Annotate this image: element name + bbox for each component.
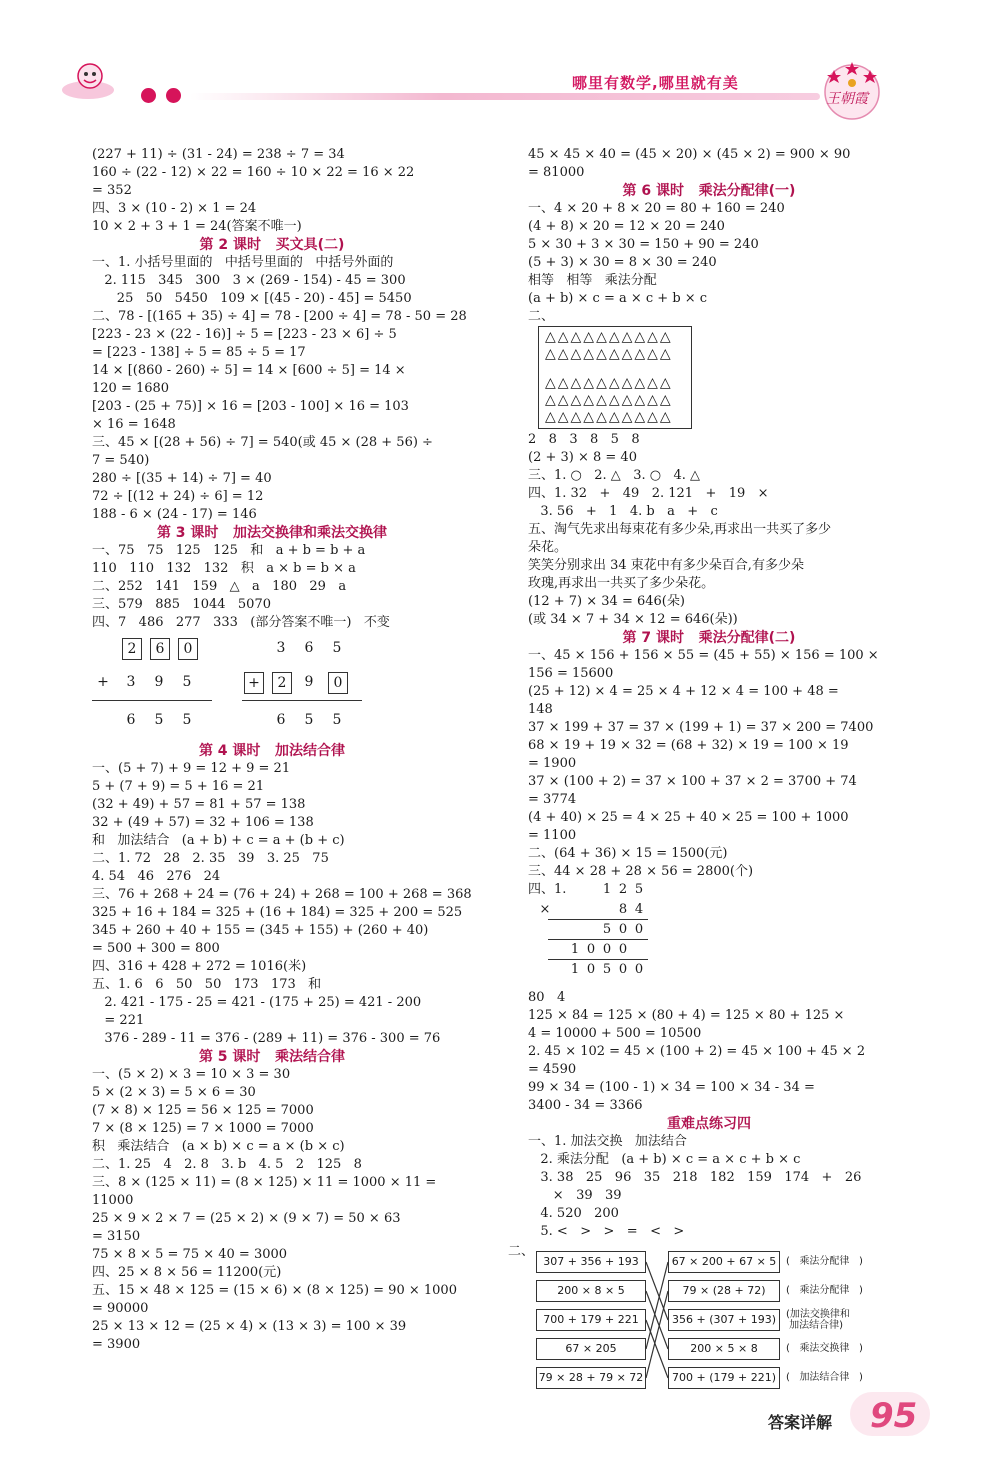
triangle-row: △△△△△△△△△△ xyxy=(545,409,673,425)
addend-digit: 9 xyxy=(304,674,314,690)
matching-line xyxy=(646,1291,668,1349)
left-line: × 16 = 1648 xyxy=(92,417,176,432)
addend-digit: 9 xyxy=(154,674,164,690)
page-header xyxy=(0,0,1000,130)
left-line: 三、579 885 1044 5070 xyxy=(92,597,271,612)
left-line: 7 × (8 × 125) = 7 × 1000 = 7000 xyxy=(92,1121,314,1136)
product-digit: 1 xyxy=(570,962,580,977)
right-answer-column xyxy=(508,146,890,1399)
left-line: 二、252 141 159 △ a 180 29 a xyxy=(92,579,347,594)
footer-label: 答案详解 xyxy=(768,1413,833,1432)
left-line: = 3900 xyxy=(92,1337,141,1352)
left-line: 2. 421 - 175 - 25 = 421 - (175 + 25) = 421 - 200 xyxy=(92,995,422,1010)
triangle-group-gap xyxy=(545,363,685,375)
addend-digit: 6 xyxy=(304,640,314,656)
right-c-line: = 4590 xyxy=(528,1062,577,1077)
right-b-line: 五、淘气先求出每束花有多少朵,再求出一共买了多少 xyxy=(528,522,832,537)
lesson-title: 第 3 课时 加法交换律和乘法交换律 xyxy=(156,525,388,541)
sum-digit: 5 xyxy=(304,712,314,728)
left-line: 二、1. 72 28 2. 35 39 3. 25 75 xyxy=(92,851,329,866)
sum-digit: 6 xyxy=(276,712,286,728)
triangle-row: △△△△△△△△△△ xyxy=(545,392,673,408)
left-line: 325 + 16 + 184 = 325 + (16 + 184) = 325 + 200 = 525 xyxy=(92,905,463,920)
right-c-line: 125 × 84 = 125 × (80 + 4) = 125 × 80 + 125 × xyxy=(528,1008,845,1023)
product-digit: 0 xyxy=(618,962,628,977)
multiplication-label: 四、1. xyxy=(528,882,567,897)
matching-law-label: ( 加法结合律 ) xyxy=(786,1372,863,1383)
right-a-line: 相等 相等 乘法分配 xyxy=(528,273,657,288)
right-a-line: (a + b) × c = a × c + b × c xyxy=(528,291,708,306)
header-slogan: 哪里有数学,哪里就有美 xyxy=(572,74,739,92)
right-b-line: 37 × (100 + 2) = 37 × 100 + 37 × 2 = 3700 + 74 xyxy=(528,774,857,789)
left-line: 四、7 486 277 333 (部分答案不唯一) 不变 xyxy=(92,615,390,630)
multiplication-rule xyxy=(548,919,648,920)
right-b-line: 148 xyxy=(528,702,553,717)
left-line: 2. 115 345 300 3 × (269 - 154) - 45 = 300 xyxy=(92,273,406,288)
left-line: 10 × 2 + 3 + 1 = 24(答案不唯一) xyxy=(92,219,302,234)
right-b-line: = 3774 xyxy=(528,792,577,807)
right-c-line: 2. 45 × 102 = 45 × (100 + 2) = 45 × 100 + 45 × 2 xyxy=(528,1044,866,1059)
matching-left-expression: 200 × 8 × 5 xyxy=(536,1280,646,1302)
sum-digit: 5 xyxy=(332,712,342,728)
matching-law-label: (加法交换律和 加法结合律) xyxy=(786,1309,850,1331)
decoration-dot xyxy=(166,88,181,103)
header-band xyxy=(190,93,820,100)
left-line: = 352 xyxy=(92,183,132,198)
product-digit: 0 xyxy=(634,962,644,977)
product-digit: 2 xyxy=(618,882,628,897)
lesson-title: 第 7 课时 乘法分配律(二) xyxy=(622,630,796,646)
left-line: 四、316 + 428 + 272 = 1016(米) xyxy=(92,959,307,974)
matching-left-expression: 700 + 179 + 221 xyxy=(536,1309,646,1331)
product-digit: 5 xyxy=(602,962,612,977)
left-line: 积 乘法结合 (a × b) × c = a × (b × c) xyxy=(92,1139,345,1154)
addend-digit: 0 xyxy=(328,672,348,694)
right-b-line: 3. 56 + 1 4. b a + c xyxy=(528,504,718,519)
left-line: 三、45 × [(28 + 56) ÷ 7] = 540(或 45 × (28 + 56) ÷ xyxy=(92,435,433,450)
product-digit: 1 xyxy=(602,882,612,897)
left-line: 四、25 × 8 × 56 = 11200(元) xyxy=(92,1265,282,1280)
left-line: 二、78 - [(165 + 35) ÷ 4] = 78 - [200 ÷ 4] = 78 - 50 = 28 xyxy=(92,309,467,324)
right-b-line: 四、1. 32 + 49 2. 121 + 19 × xyxy=(528,486,769,501)
left-line: 75 × 8 × 5 = 75 × 40 = 3000 xyxy=(92,1247,288,1262)
triangle-count-row: 2 8 3 8 5 8 xyxy=(528,432,640,447)
lesson-title: 第 4 课时 加法结合律 xyxy=(198,743,346,759)
matching-label: 二、 xyxy=(508,1244,535,1259)
triangle-row: △△△△△△△△△△ xyxy=(545,329,673,345)
left-line: 二、1. 25 4 2. 8 3. b 4. 5 2 125 8 xyxy=(92,1157,362,1172)
page-number: 95 xyxy=(870,1396,918,1436)
left-line: 五、15 × 48 × 125 = (15 × 6) × (8 × 125) = 90 × 1000 xyxy=(92,1283,457,1298)
left-line: = 90000 xyxy=(92,1301,149,1316)
left-line: 一、75 75 125 125 和 a + b = b + a xyxy=(92,543,366,558)
left-line: (7 × 8) × 125 = 56 × 125 = 7000 xyxy=(92,1103,314,1118)
right-b-line: 37 × 199 + 37 = 37 × (199 + 1) = 37 × 200 = 7400 xyxy=(528,720,874,735)
decoration-dot xyxy=(141,88,156,103)
addend-digit: 2 xyxy=(272,672,292,694)
left-line: 5 + (7 + 9) = 5 + 16 = 21 xyxy=(92,779,265,794)
matching-law-label: ( 乘法分配律 ) xyxy=(786,1285,863,1296)
triangle-grid xyxy=(538,326,692,429)
right-section-a xyxy=(528,146,890,308)
times-sign: × xyxy=(539,902,551,917)
product-digit: 0 xyxy=(586,942,596,957)
left-line: 25 50 5450 109 × [(45 - 20) - 45] = 5450 xyxy=(92,291,412,306)
right-b-line: (12 + 7) × 34 = 646(朵) xyxy=(528,594,685,609)
right-c-line: 99 × 34 = (100 - 1) × 34 = 100 × 34 - 34 = xyxy=(528,1080,815,1095)
left-line: 14 × [(860 - 260) ÷ 5] = 14 × [600 ÷ 5] = 14 × xyxy=(92,363,406,378)
left-line: 25 × 9 × 2 × 7 = (25 × 2) × (9 × 7) = 50 × 63 xyxy=(92,1211,401,1226)
right-b-line: (25 + 12) × 4 = 25 × 4 + 12 × 4 = 100 + 48 = xyxy=(528,684,839,699)
left-line: 五、1. 6 6 50 50 173 173 和 xyxy=(92,977,322,992)
triangle-question-label: 二、 xyxy=(528,309,555,324)
right-c-line: 80 4 xyxy=(528,990,566,1005)
right-section-c xyxy=(528,989,890,1241)
addend-digit: 3 xyxy=(126,674,136,690)
right-section-b xyxy=(528,449,890,881)
left-line: = 221 xyxy=(92,1013,145,1028)
left-line: 和 加法结合 (a + b) + c = a + (b + c) xyxy=(92,833,345,848)
matching-left-expression: 67 × 205 xyxy=(536,1338,646,1360)
multiplication-vertical xyxy=(528,881,890,989)
vertical-addition xyxy=(92,632,452,742)
matching-line xyxy=(646,1262,668,1320)
right-b-line: 一、45 × 156 + 156 × 55 = (45 + 55) × 156 = 100 × xyxy=(528,648,879,663)
right-c-line: 2. 乘法分配 (a + b) × c = a × c + b × c xyxy=(528,1152,801,1167)
left-line: = [223 - 138] ÷ 5 = 85 ÷ 5 = 17 xyxy=(92,345,306,360)
left-line: 一、(5 + 7) + 9 = 12 + 9 = 21 xyxy=(92,761,291,776)
product-digit: 4 xyxy=(634,902,644,917)
right-b-line: 朵花。 xyxy=(528,540,568,555)
left-answer-column xyxy=(92,146,472,1354)
right-b-line: 156 = 15600 xyxy=(528,666,614,681)
left-line: 一、1. 小括号里面的 中括号里面的 中括号外面的 xyxy=(92,255,394,270)
matching-line xyxy=(646,1320,668,1378)
addend-digit: 5 xyxy=(332,640,342,656)
right-c-line: 一、1. 加法交换 加法结合 xyxy=(528,1134,687,1149)
right-b-line: 68 × 19 + 19 × 32 = (68 + 32) × 19 = 100 × 19 xyxy=(528,738,849,753)
right-c-line: × 39 39 xyxy=(528,1188,622,1203)
right-b-line: 玫瑰,再求出一共买了多少朵花。 xyxy=(528,576,715,591)
left-line: [203 - (25 + 75)] × 16 = [203 - 100] × 16 = 103 xyxy=(92,399,409,414)
left-line: 7 = 540) xyxy=(92,453,150,468)
matching-law-label: ( 乘法交换律 ) xyxy=(786,1343,863,1354)
right-a-line: (5 + 3) × 30 = 8 × 30 = 240 xyxy=(528,255,717,270)
matching-right-expression: 67 × 200 + 67 × 5 xyxy=(668,1251,780,1273)
sum-digit: 6 xyxy=(126,712,136,728)
lesson-title: 第 2 课时 买文具(二) xyxy=(199,237,345,253)
left-line: (227 + 11) ÷ (31 - 24) = 238 ÷ 7 = 34 xyxy=(92,147,345,162)
lesson-title: 重难点练习四 xyxy=(667,1116,751,1132)
right-b-line: 三、44 × 28 + 28 × 56 = 2800(个) xyxy=(528,864,754,879)
left-line: = 3150 xyxy=(92,1229,141,1244)
sum-rule xyxy=(92,700,212,701)
left-line: 376 - 289 - 11 = 376 - (289 + 11) = 376 - 300 = 76 xyxy=(92,1031,441,1046)
product-digit: 8 xyxy=(618,902,628,917)
left-line: = 500 + 300 = 800 xyxy=(92,941,220,956)
product-digit: 0 xyxy=(586,962,596,977)
triangle-row: △△△△△△△△△△ xyxy=(545,346,673,362)
right-b-line: (4 + 40) × 25 = 4 × 25 + 40 × 25 = 100 + 1000 xyxy=(528,810,849,825)
mascot-decoration-icon xyxy=(60,60,120,102)
sum-rule xyxy=(242,700,362,701)
product-digit: 0 xyxy=(602,942,612,957)
left-line: 25 × 13 × 12 = (25 × 4) × (13 × 3) = 100 × 39 xyxy=(92,1319,407,1334)
multiplication-rule xyxy=(548,939,648,940)
right-c-line: 5. < > > = < > xyxy=(528,1224,685,1239)
left-line: 5 × (2 × 3) = 5 × 6 = 30 xyxy=(92,1085,256,1100)
multiplication-rule xyxy=(548,959,648,960)
addend-digit: 0 xyxy=(178,638,198,660)
left-line: 72 ÷ [(12 + 24) ÷ 6] = 12 xyxy=(92,489,264,504)
left-line: 110 110 132 132 积 a × b = b × a xyxy=(92,561,356,576)
brand-logo-text: 王朝霞 xyxy=(826,91,868,107)
right-b-line: 二、(64 + 36) × 15 = 1500(元) xyxy=(528,846,728,861)
triangle-row: △△△△△△△△△△ xyxy=(545,375,673,391)
matching-law-label: ( 乘法分配律 ) xyxy=(786,1256,863,1267)
left-line: 120 = 1680 xyxy=(92,381,170,396)
right-b-line: = 1900 xyxy=(528,756,577,771)
plus-sign: + xyxy=(97,674,109,690)
product-digit: 0 xyxy=(634,922,644,937)
left-line: 四、3 × (10 - 2) × 1 = 24 xyxy=(92,201,257,216)
right-a-line: = 81000 xyxy=(528,165,585,180)
left-line: (32 + 49) + 57 = 81 + 57 = 138 xyxy=(92,797,306,812)
matching-right-expression: 700 + (179 + 221) xyxy=(668,1367,780,1389)
lesson-title: 第 6 课时 乘法分配律(一) xyxy=(622,183,796,199)
product-digit: 0 xyxy=(618,942,628,957)
plus-sign: + xyxy=(244,672,264,694)
left-line: 188 - 6 × (24 - 17) = 146 xyxy=(92,507,257,522)
right-c-line: 4. 520 200 xyxy=(528,1206,619,1221)
right-b-line: (或 34 × 7 + 34 × 12 = 646(朵)) xyxy=(528,612,738,627)
addend-digit: 3 xyxy=(276,640,286,656)
matching-right-expression: 356 + (307 + 193) xyxy=(668,1309,780,1331)
left-line: 一、(5 × 2) × 3 = 10 × 3 = 30 xyxy=(92,1067,291,1082)
product-digit: 1 xyxy=(570,942,580,957)
left-line: 160 ÷ (22 - 12) × 22 = 160 ÷ 10 × 22 = 16 × 22 xyxy=(92,165,415,180)
matching-right-expression: 200 × 5 × 8 xyxy=(668,1338,780,1360)
sum-digit: 5 xyxy=(182,712,192,728)
left-line: 4. 54 46 276 24 xyxy=(92,869,221,884)
sum-digit: 5 xyxy=(154,712,164,728)
left-line: 11000 xyxy=(92,1193,134,1208)
left-line: 三、8 × (125 × 11) = (8 × 125) × 11 = 1000 × 11 = xyxy=(92,1175,437,1190)
matching-exercise xyxy=(508,1243,890,1399)
addend-digit: 6 xyxy=(150,638,170,660)
right-c-line: 4 = 10000 + 500 = 10500 xyxy=(528,1026,702,1041)
right-a-line: 5 × 30 + 3 × 30 = 150 + 90 = 240 xyxy=(528,237,759,252)
right-a-line: (4 + 8) × 20 = 12 × 20 = 240 xyxy=(528,219,725,234)
left-line: [223 - 23 × (22 - 16)] ÷ 5 = [223 - 23 × 6] ÷ 5 xyxy=(92,327,397,342)
right-b-line: 笑笑分别求出 34 束花中有多少朵百合,有多少朵 xyxy=(528,558,804,573)
right-b-line: (2 + 3) × 8 = 40 xyxy=(528,450,637,465)
left-line: 三、76 + 268 + 24 = (76 + 24) + 268 = 100 + 268 = 368 xyxy=(92,887,472,902)
right-b-line: = 1100 xyxy=(528,828,577,843)
left-line: 280 ÷ [(35 + 14) ÷ 7] = 40 xyxy=(92,471,272,486)
product-digit: 5 xyxy=(634,882,644,897)
right-a-line: 45 × 45 × 40 = (45 × 20) × (45 × 2) = 900 × 90 xyxy=(528,147,851,162)
product-digit: 0 xyxy=(618,922,628,937)
addend-digit: 5 xyxy=(182,674,192,690)
right-b-line: 三、1. ○ 2. △ 3. ○ 4. △ xyxy=(528,468,701,483)
matching-left-expression: 79 × 28 + 79 × 72 xyxy=(536,1367,646,1389)
matching-left-expression: 307 + 356 + 193 xyxy=(536,1251,646,1273)
lesson-title: 第 5 课时 乘法结合律 xyxy=(198,1049,346,1065)
product-digit: 5 xyxy=(602,922,612,937)
matching-right-expression: 79 × (28 + 72) xyxy=(668,1280,780,1302)
left-line: 345 + 260 + 40 + 155 = (345 + 155) + (260 + 40) xyxy=(92,923,429,938)
right-c-line: 3400 - 34 = 3366 xyxy=(528,1098,643,1113)
addend-digit: 2 xyxy=(122,638,142,660)
right-c-line: 3. 38 25 96 35 218 182 159 174 + 26 xyxy=(528,1170,862,1185)
right-a-line: 一、4 × 20 + 8 × 20 = 80 + 160 = 240 xyxy=(528,201,785,216)
left-line: 32 + (49 + 57) = 32 + 106 = 138 xyxy=(92,815,314,830)
